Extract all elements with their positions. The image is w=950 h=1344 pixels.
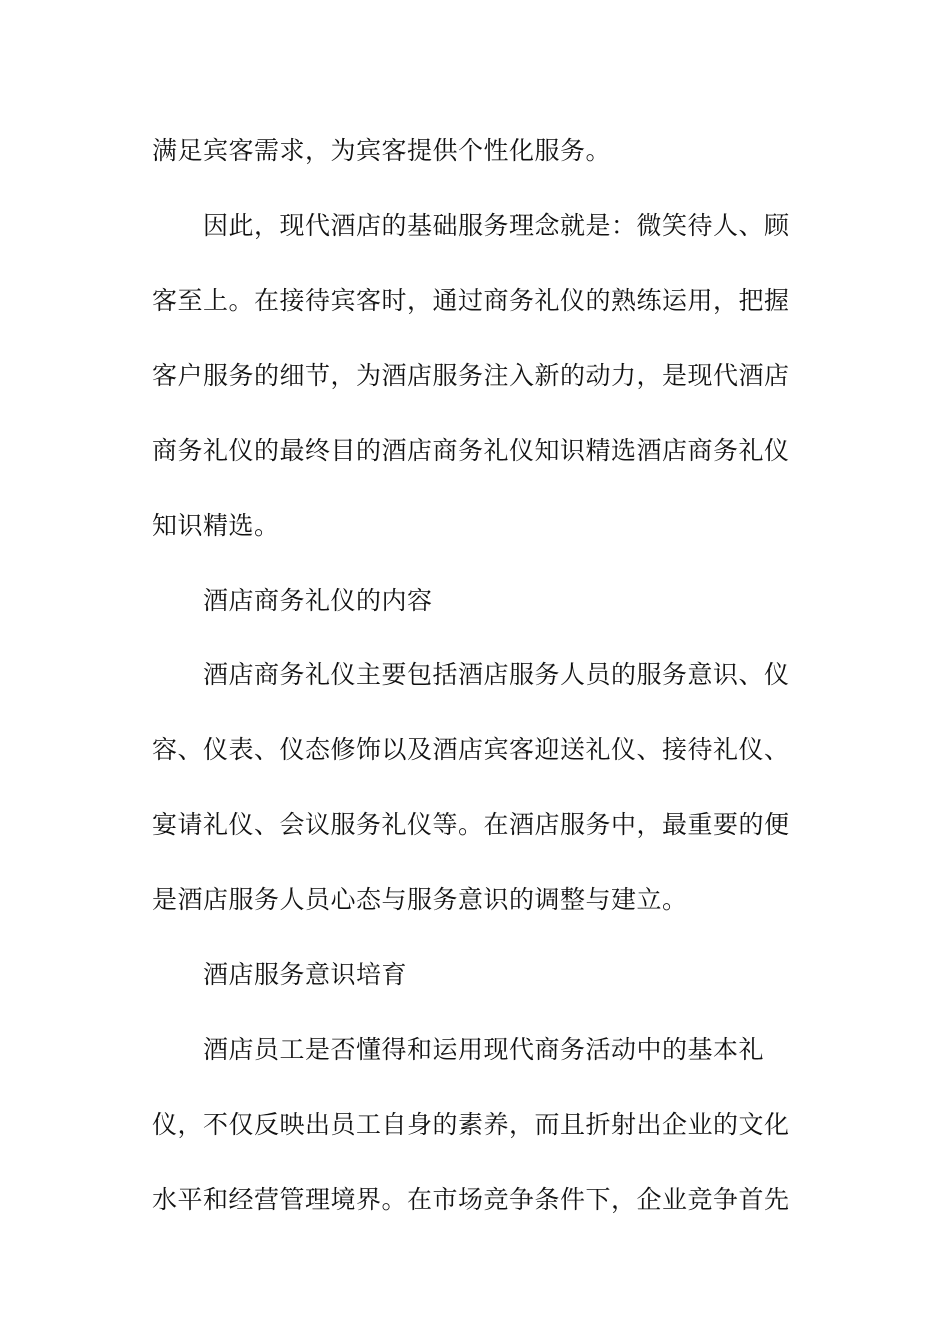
paragraph-line: 是酒店服务人员心态与服务意识的调整与建立。	[152, 885, 688, 914]
paragraph-line: 宴请礼仪、会议服务礼仪等。在酒店服务中，最重要的便	[152, 810, 790, 839]
paragraph-line: 因此，现代酒店的基础服务理念就是：微笑待人、顾	[203, 211, 790, 240]
paragraph-line: 知识精选。	[152, 511, 280, 540]
paragraph-line: 商务礼仪的最终目的酒店商务礼仪知识精选酒店商务礼仪	[152, 436, 790, 465]
paragraph-line: 仪，不仅反映出员工自身的素养，而且折射出企业的文化	[152, 1110, 790, 1139]
paragraph-line: 酒店商务礼仪主要包括酒店服务人员的服务意识、仪	[203, 660, 790, 689]
paragraph-line: 酒店员工是否懂得和运用现代商务活动中的基本礼	[203, 1035, 765, 1064]
section-heading: 酒店商务礼仪的内容	[203, 586, 433, 615]
paragraph-line: 客至上。在接待宾客时，通过商务礼仪的熟练运用，把握	[152, 286, 790, 315]
paragraph-line: 容、仪表、仪态修饰以及酒店宾客迎送礼仪、接待礼仪、	[152, 735, 790, 764]
section-heading: 酒店服务意识培育	[203, 960, 408, 989]
paragraph-line: 满足宾客需求，为宾客提供个性化服务。	[152, 136, 612, 165]
paragraph-line: 客户服务的细节，为酒店服务注入新的动力，是现代酒店	[152, 361, 790, 390]
paragraph-line: 水平和经营管理境界。在市场竞争条件下，企业竞争首先	[152, 1185, 790, 1214]
